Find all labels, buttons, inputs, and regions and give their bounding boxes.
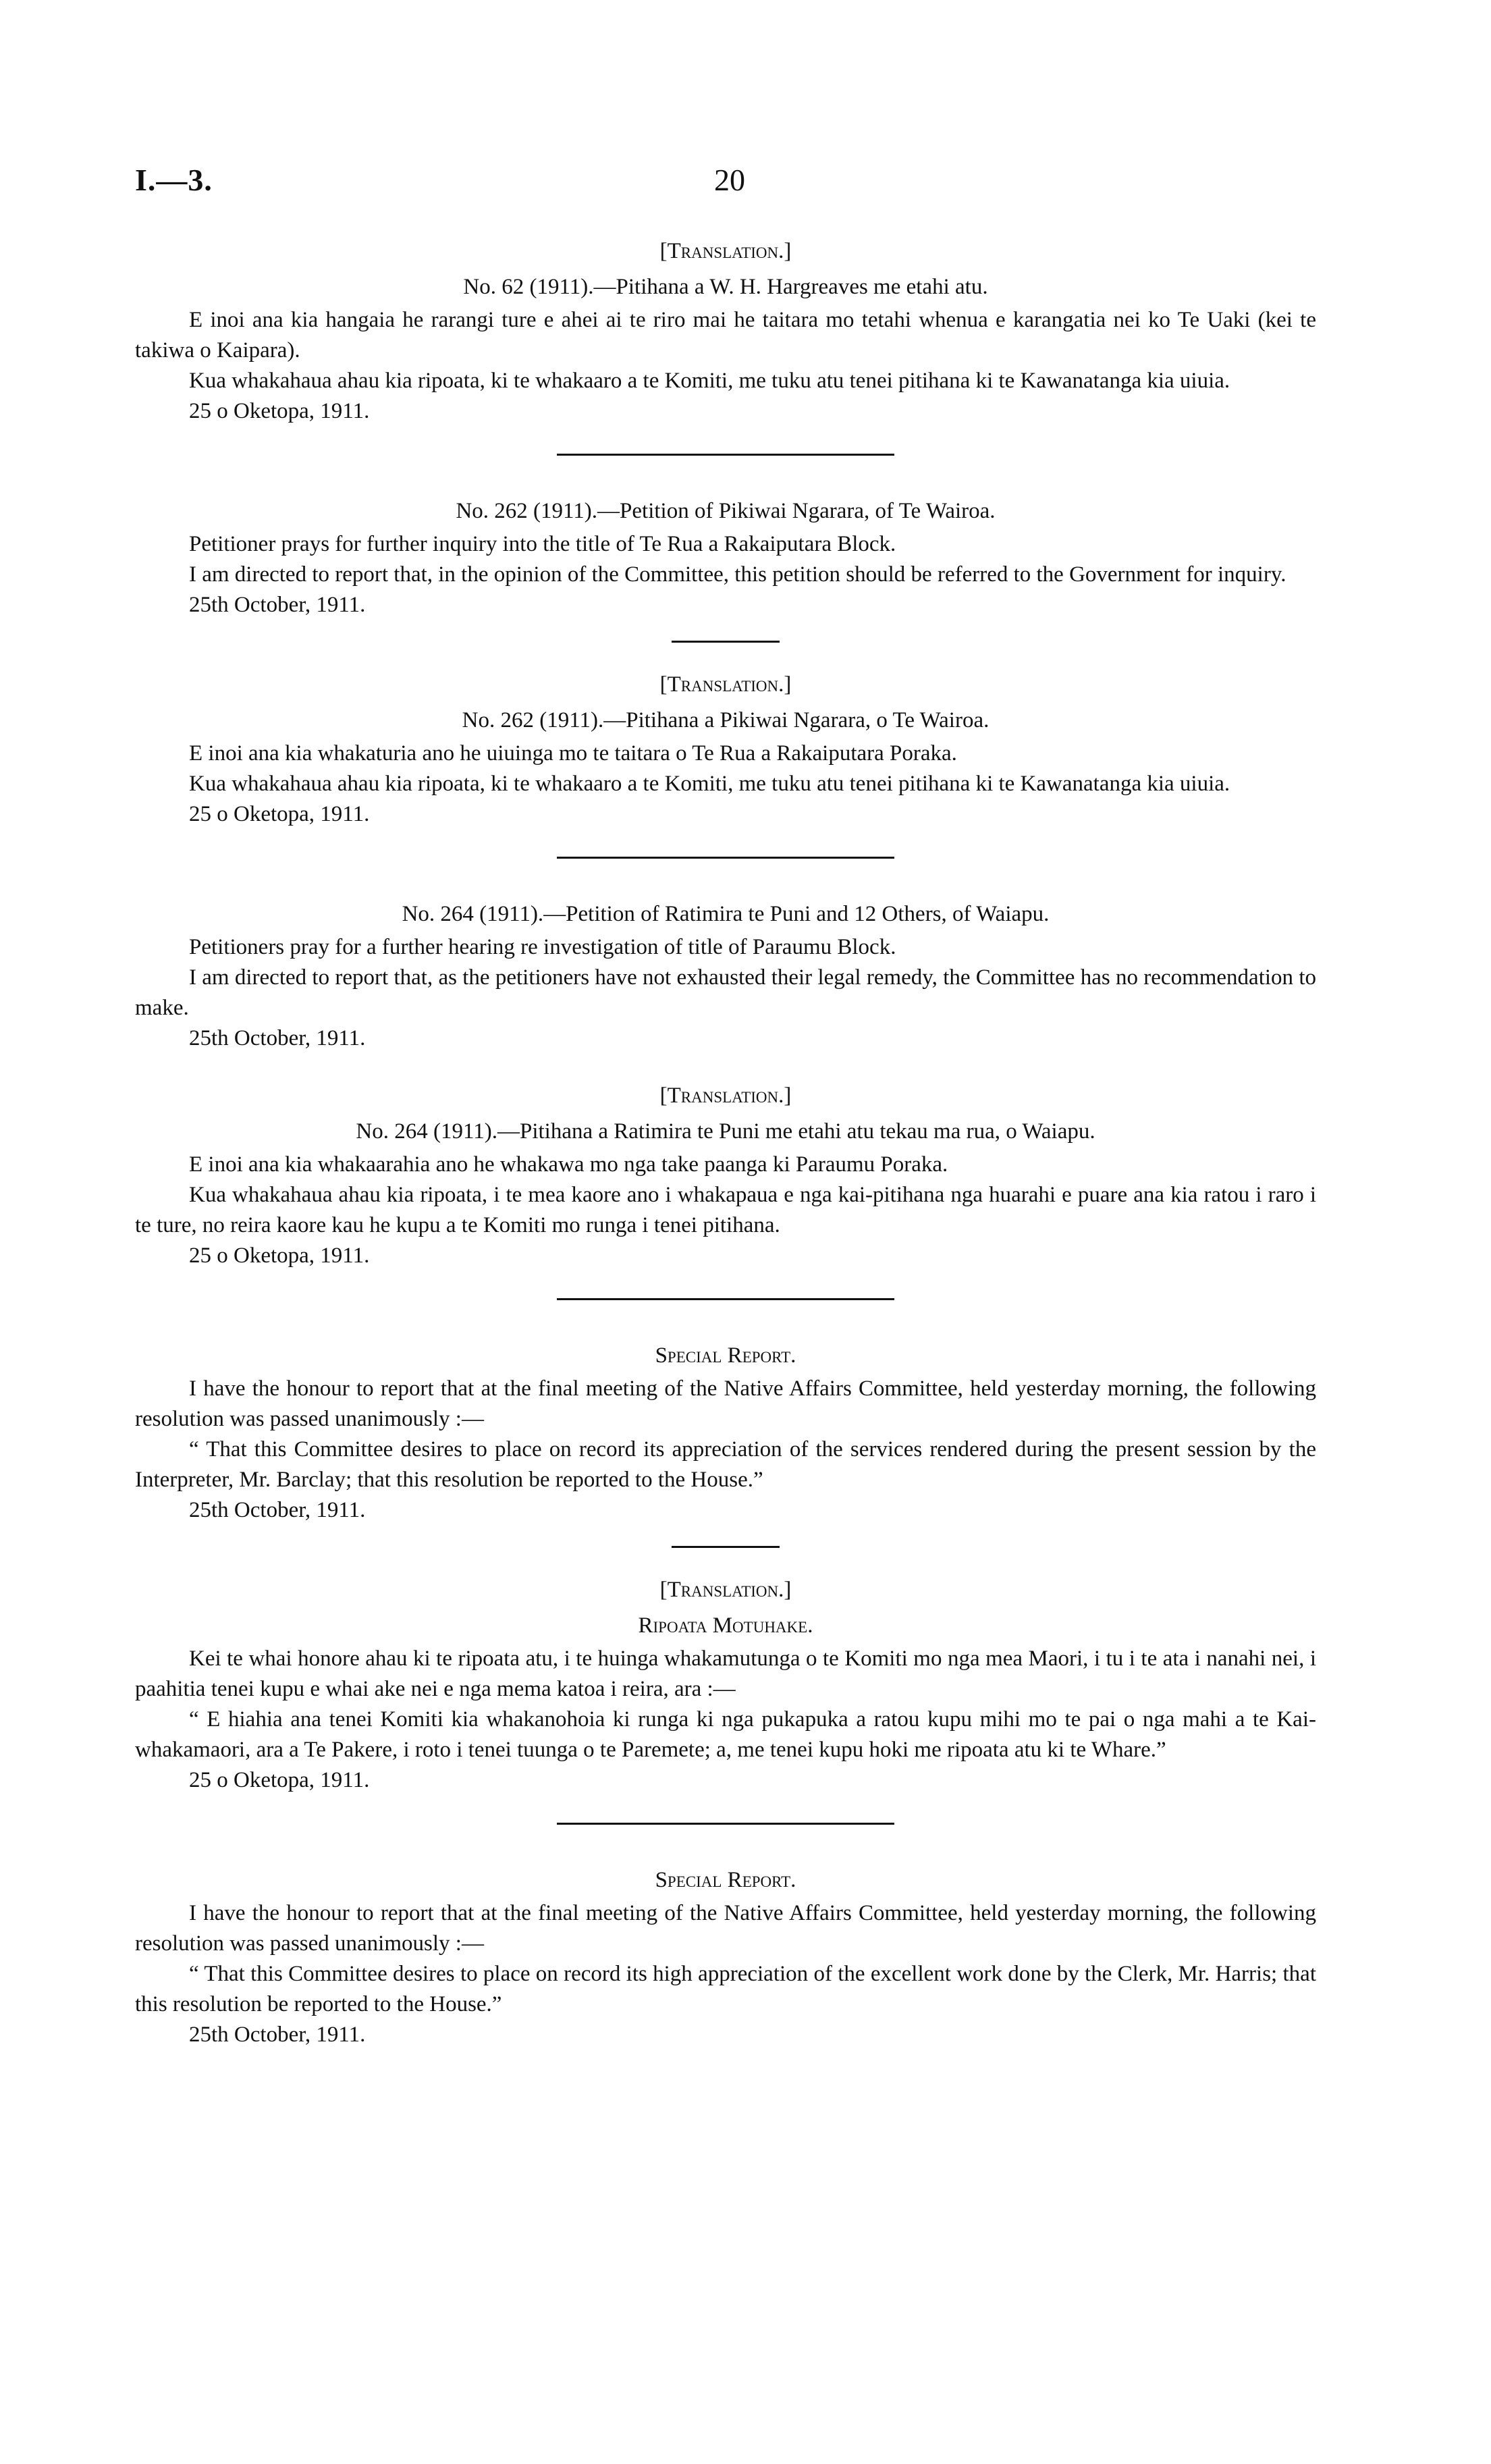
special-report-title: Special Report. (655, 1868, 796, 1892)
committee-report: Kua whakahaua ahau kia ripoata, i te mea kaore ano i whakapaua e nga kai-pitihana nga huarahi e puare ana kia ratou i raro i te ture, no reira kaore kau he kupu a te Komiti mo runga i tenei pitihana. (135, 1183, 1316, 1237)
section-divider (557, 454, 894, 456)
translation-label: [Translation.] (659, 1578, 792, 1602)
report-date: 25th October, 1911. (189, 2023, 366, 2047)
report-date: 25 o Oketopa, 1911. (189, 802, 370, 826)
report-intro: I have the honour to report that at the final meeting of the Native Affairs Committee, held yesterday morning, the following resolution was passed unanimously :— (135, 1901, 1316, 1956)
report-date: 25 o Oketopa, 1911. (189, 399, 370, 423)
petition-prayer: E inoi ana kia hangaia he rarangi ture e ahei ai te riro mai he taitara mo tetahi whenua e karangatia nei ko Te Uaki (kei te takiwa o Kaipara). (135, 308, 1316, 363)
committee-report: Kua whakahaua ahau kia ripoata, ki te whakaaro a te Komiti, me tuku atu tenei pitihana ki te Kawanatanga kia uiuia. (189, 369, 1230, 393)
report-intro: Kei te whai honore ahau ki te ripoata atu, i te huinga whakamutunga o te Komiti mo nga mea Maori, i tu i te ata i nanahi nei, i paahitia tenei kupu e whai ake nei e nga mema katoa i reira, ara :— (135, 1646, 1316, 1701)
document-body (135, 236, 1316, 2050)
document-reference: I.—3. (135, 163, 213, 197)
translation-label: [Translation.] (659, 239, 792, 263)
petition-title: No. 262 (1911).—Petition of Pikiwai Ngarara, of Te Wairoa. (456, 499, 996, 523)
report-intro: I have the honour to report that at the final meeting of the Native Affairs Committee, held yesterday morning, the following resolution was passed unanimously :— (135, 1376, 1316, 1431)
committee-report: I am directed to report that, as the petitioners have not exhausted their legal remedy, the Committee has no recommendation to make. (135, 965, 1316, 1020)
petition-prayer: E inoi ana kia whakaturia ano he uiuinga mo te taitara o Te Rua a Rakaiputara Poraka. (189, 741, 957, 766)
petition-prayer: Petitioners pray for a further hearing re investigation of title of Paraumu Block. (189, 935, 896, 959)
petition-title: No. 62 (1911).—Pitihana a W. H. Hargreaves me etahi atu. (463, 275, 988, 299)
section-divider (557, 857, 894, 859)
translation-label: [Translation.] (659, 1083, 792, 1108)
section-divider (557, 1298, 894, 1300)
petition-title: No. 262 (1911).—Pitihana a Pikiwai Ngarara, o Te Wairoa. (462, 708, 990, 732)
section-divider (557, 1823, 894, 1825)
translation-label: [Translation.] (659, 672, 792, 697)
report-date: 25th October, 1911. (189, 1026, 366, 1050)
committee-report: Kua whakahaua ahau kia ripoata, ki te whakaaro a te Komiti, me tuku atu tenei pitihana ki te Kawanatanga kia uiuia. (189, 772, 1230, 796)
section-divider (672, 641, 780, 643)
report-date: 25th October, 1911. (189, 1498, 366, 1522)
petition-prayer: Petitioner prays for further inquiry into the title of Te Rua a Rakaiputara Block. (189, 532, 896, 556)
section-divider (672, 1546, 780, 1548)
petition-title: No. 264 (1911).—Pitihana a Ratimira te Puni me etahi atu tekau ma rua, o Waiapu. (356, 1119, 1095, 1144)
special-report-title: Special Report. (655, 1343, 796, 1368)
committee-report: I am directed to report that, in the opinion of the Committee, this petition should be referred to the Government for inquiry. (189, 562, 1286, 587)
petition-title: No. 264 (1911).—Petition of Ratimira te Puni and 12 Others, of Waiapu. (402, 902, 1050, 926)
page-number: 20 (714, 163, 745, 197)
report-date: 25th October, 1911. (189, 593, 366, 617)
petition-prayer: E inoi ana kia whakaarahia ano he whakawa mo nga take paanga ki Paraumu Poraka. (189, 1152, 948, 1177)
report-date: 25 o Oketopa, 1911. (189, 1243, 370, 1268)
resolution-text: “ That this Committee desires to place on record its appreciation of the services rendered during the present session by the Interpreter, Mr. Barclay; that this resolution be reported to the House.” (135, 1437, 1316, 1492)
resolution-text: “ That this Committee desires to place on record its high appreciation of the excellent work done by the Clerk, Mr. Harris; that this resolution be reported to the House.” (135, 1962, 1316, 2016)
special-report-title: Ripoata Motuhake. (638, 1613, 813, 1638)
resolution-text: “ E hiahia ana tenei Komiti kia whakanohoia ki runga ki nga pukapuka a ratou kupu mihi mo te pai o nga mahi a te Kai-whakamaori, ara a Te Pakere, i roto i tenei tuunga o te Paremete; a, me tenei kupu hoki me ripoata atu ki te Whare.” (135, 1707, 1316, 1762)
report-date: 25 o Oketopa, 1911. (189, 1768, 370, 1792)
